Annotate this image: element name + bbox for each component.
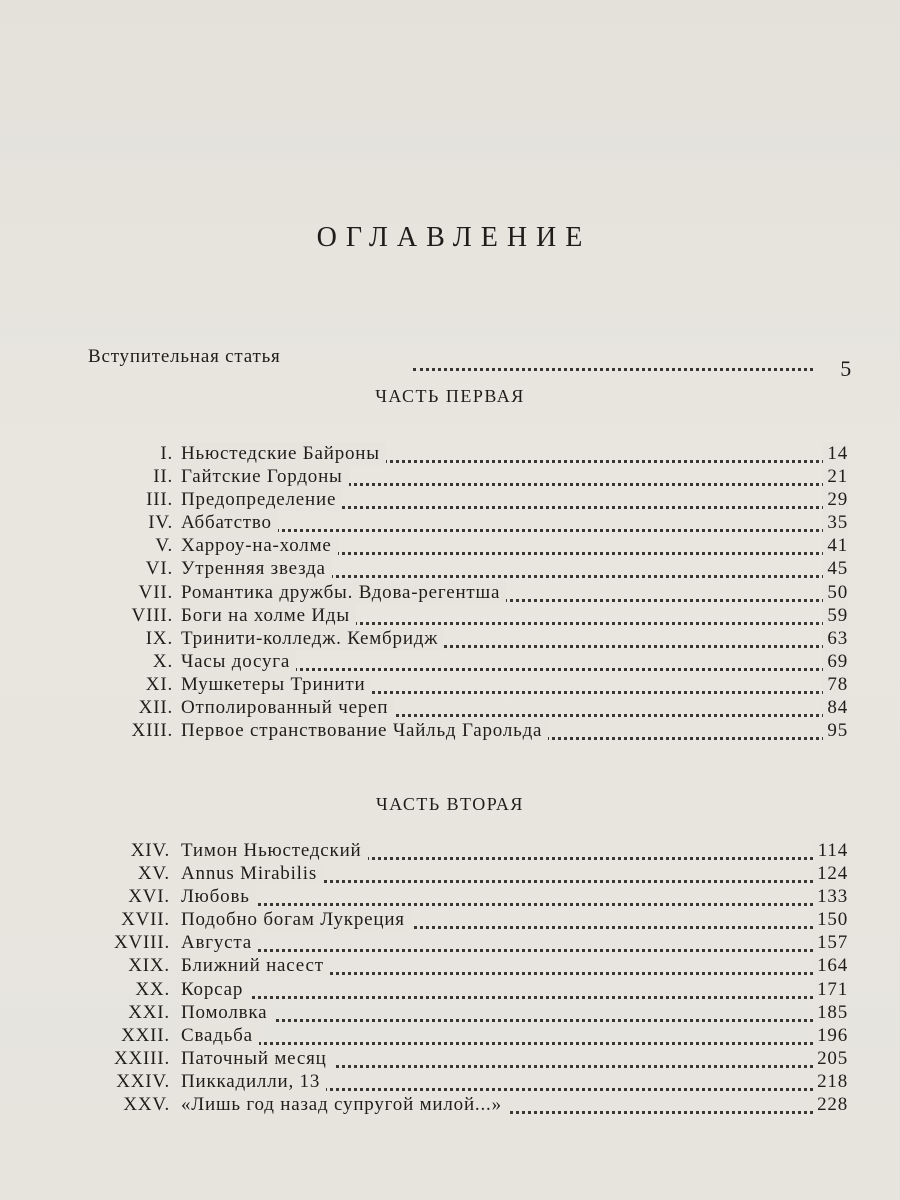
chapter-number: I. [160, 443, 173, 464]
toc-entry [0, 650, 900, 673]
toc-entry [0, 862, 900, 885]
chapter-page-number: 29 [823, 488, 848, 511]
chapter-title: Августа [181, 931, 258, 954]
toc-entry [0, 839, 900, 862]
toc-entry [0, 908, 900, 931]
dot-leader [181, 515, 836, 532]
entry-title: Вступительная статья [88, 346, 281, 367]
chapter-page-number: 157 [813, 931, 848, 954]
chapter-title: Ближний насест [181, 954, 330, 977]
chapter-number: XX. [135, 978, 170, 1000]
chapter-number: XXII. [121, 1024, 170, 1046]
chapter-number: XIII. [131, 720, 173, 742]
dot-leader [181, 982, 836, 999]
chapter-number: XII. [138, 697, 173, 719]
toc-entry [0, 978, 900, 1001]
chapter-page-number: 95 [823, 719, 848, 742]
chapter-title: Annus Mirabilis [181, 862, 323, 885]
toc-entry [0, 557, 900, 580]
chapter-number: VII. [138, 581, 173, 603]
chapter-page-number: 63 [823, 627, 848, 650]
chapter-title: Корсар [181, 978, 249, 1001]
page-title: ОГЛАВЛЕНИЕ [316, 222, 592, 253]
toc-entry [0, 627, 900, 650]
chapter-page-number: 21 [823, 465, 848, 488]
toc-list-part-one [0, 442, 900, 742]
chapter-number: XXIII. [114, 1047, 170, 1069]
toc-entry [0, 1024, 900, 1047]
chapter-number: XVIII. [114, 932, 170, 954]
chapter-title: Аббатство [181, 511, 278, 534]
chapter-page-number: 45 [823, 557, 848, 580]
chapter-page-number: 124 [813, 862, 848, 885]
chapter-page-number: 150 [813, 908, 848, 931]
toc-entry [0, 673, 900, 696]
chapter-number: V. [155, 535, 173, 557]
chapter-title: Тимон Ньюстедский [181, 839, 368, 862]
toc-entry [0, 442, 900, 465]
chapter-number: XXIV. [116, 1070, 170, 1092]
chapter-title: Часы досуга [181, 650, 296, 673]
chapter-title: Харроу-на-холме [181, 534, 338, 557]
chapter-number: IX. [145, 627, 173, 649]
chapter-number: II. [153, 466, 173, 488]
chapter-page-number: 164 [813, 954, 848, 977]
chapter-number: XV. [137, 863, 170, 885]
toc-entry [0, 488, 900, 511]
chapter-title: Предопределение [181, 488, 342, 511]
chapter-number: X. [152, 650, 173, 672]
chapter-number: XIV. [130, 840, 170, 861]
chapter-page-number: 35 [823, 511, 848, 534]
chapter-page-number: 218 [813, 1070, 848, 1093]
toc-entry [0, 465, 900, 488]
chapter-page-number: 196 [813, 1024, 848, 1047]
toc-entry [0, 534, 900, 557]
chapter-page-number: 14 [823, 442, 848, 465]
chapter-title: Мушкетеры Тринити [181, 673, 371, 696]
chapter-number: XXI. [128, 1001, 170, 1023]
dot-leader [181, 1028, 836, 1045]
toc-entry [0, 1093, 900, 1116]
chapter-number: VIII. [131, 604, 173, 626]
part-heading-second: ЧАСТЬ ВТОРАЯ [376, 794, 524, 814]
chapter-page-number: 228 [813, 1093, 848, 1116]
toc-entry [0, 696, 900, 719]
dot-leader [181, 889, 836, 906]
chapter-title: Подобно богам Лукреция [181, 908, 411, 931]
entry-page-number: 5 [840, 356, 852, 381]
chapter-page-number: 78 [823, 673, 848, 696]
toc-entry [0, 954, 900, 977]
chapter-page-number: 50 [823, 581, 848, 604]
toc-entry [0, 885, 900, 908]
chapter-number: XVI. [128, 886, 170, 908]
chapter-title: Любовь [181, 885, 256, 908]
chapter-title: Тринити-колледж. Кембридж [181, 627, 444, 650]
chapter-page-number: 69 [823, 650, 848, 673]
dot-leader [413, 350, 813, 371]
chapter-title: Первое странствование Чайльд Гарольда [181, 719, 548, 742]
toc-entry [0, 604, 900, 627]
chapter-title: Помолвка [181, 1001, 273, 1024]
chapter-number: XI. [145, 673, 173, 695]
chapter-number: XVII. [121, 909, 170, 931]
chapter-title: Утренняя звезда [181, 557, 332, 580]
chapter-title: Романтика дружбы. Вдова-регентша [181, 581, 506, 604]
chapter-page-number: 185 [813, 1001, 848, 1024]
dot-leader [181, 935, 836, 952]
chapter-number: IV. [148, 512, 173, 534]
chapter-page-number: 84 [823, 696, 848, 719]
toc-entry [0, 931, 900, 954]
toc-entry [0, 1070, 900, 1093]
chapter-title: Паточный месяц [181, 1047, 333, 1070]
chapter-title: Свадьба [181, 1024, 259, 1047]
chapter-title: Пиккадилли, 13 [181, 1070, 326, 1093]
chapter-page-number: 133 [813, 885, 848, 908]
chapter-title: Гайтские Гордоны [181, 465, 349, 488]
dot-leader [181, 1005, 836, 1022]
toc-entry [0, 581, 900, 604]
chapter-title: Отполированный череп [181, 696, 394, 719]
chapter-title: «Лишь год назад супругой милой...» [181, 1093, 508, 1116]
chapter-page-number: 114 [814, 839, 848, 862]
toc-entry [0, 1001, 900, 1024]
toc-entry [0, 1047, 900, 1070]
toc-entry-introduction [88, 346, 852, 381]
chapter-page-number: 59 [823, 604, 848, 627]
chapter-page-number: 171 [813, 978, 848, 1001]
chapter-number: XXV. [123, 1094, 170, 1116]
chapter-title: Боги на холме Иды [181, 604, 356, 627]
chapter-number: III. [146, 489, 173, 511]
chapter-number: XIX. [128, 955, 170, 977]
chapter-number: VI. [145, 558, 173, 580]
toc-entry [0, 719, 900, 742]
toc-list-part-two [0, 839, 900, 1116]
chapter-page-number: 41 [823, 534, 848, 557]
chapter-page-number: 205 [813, 1047, 848, 1070]
chapter-title: Ньюстедские Байроны [181, 442, 386, 465]
toc-entry [0, 511, 900, 534]
part-heading-first: ЧАСТЬ ПЕРВАЯ [375, 386, 525, 406]
